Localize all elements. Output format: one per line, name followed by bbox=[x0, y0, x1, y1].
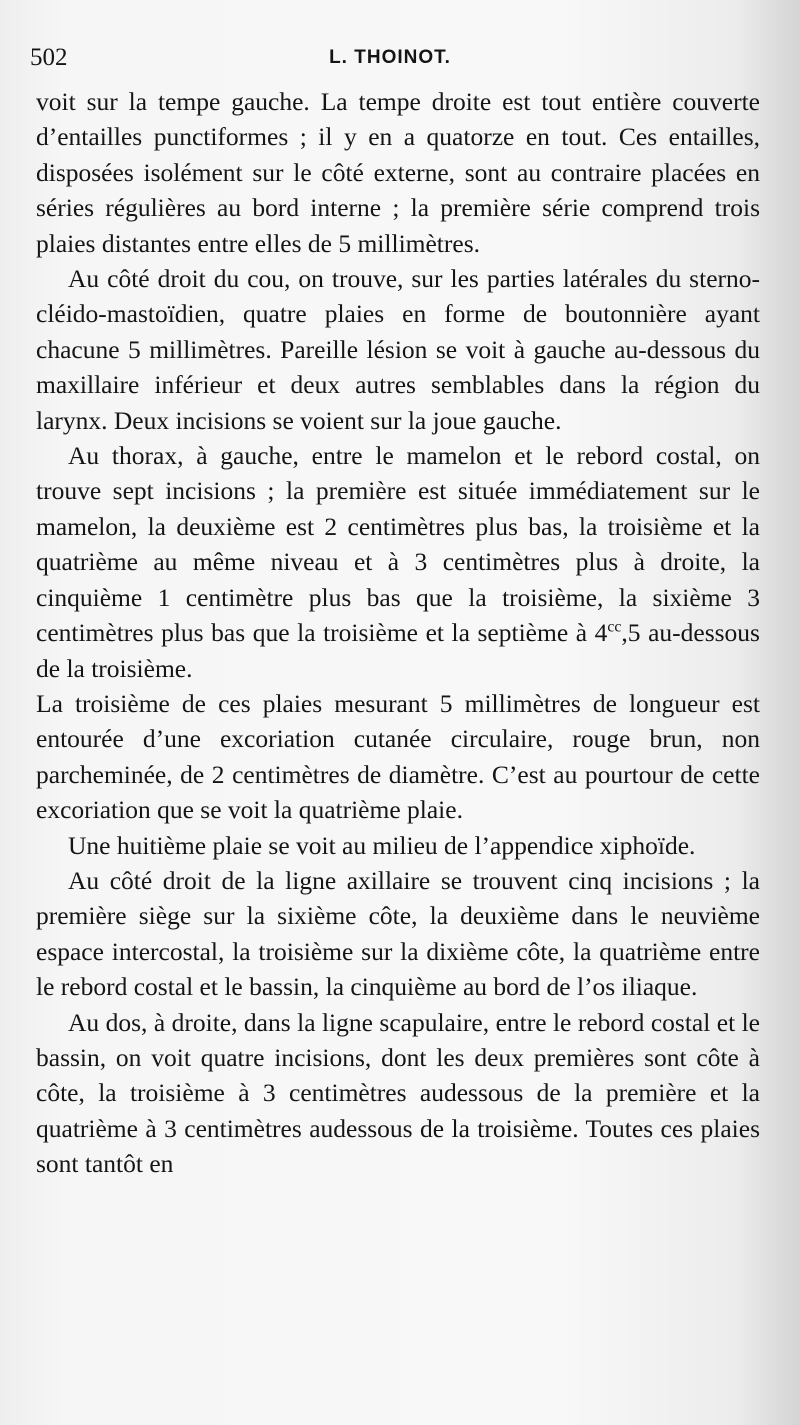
paragraph-text: Au thorax, à gauche, entre le mamelon et le rebord costal, on trouve sept incisions ; la première est située immédiatement sur le mamelon, la deuxième est 2 centimètres plus bas, la troisième et la quatrième au même niveau et à 3 centimètres plus à droite, la cinquième 1 centimètre plus bas que la troisième, la sixième 3 centimètres plus bas que la troisième et la septième à 4 bbox=[36, 441, 760, 648]
page-number: 502 bbox=[30, 44, 68, 71]
paragraph-text-end: ,5 au-dessous de la troisième. bbox=[36, 618, 760, 683]
paragraph: La troisième de ces plaies mesurant 5 millimètres de longueur est entourée d’une excoriation cutanée circulaire, rouge brun, non parcheminée, de 2 centimètres de diamètre. C’est au pourtour de cette excoriation que se voit la quatrième plaie. bbox=[36, 688, 760, 825]
paragraph: Une huitième plaie se voit au milieu de l’appendice xiphoïde. bbox=[68, 830, 696, 860]
paragraph: Au dos, à droite, dans la ligne scapulaire, entre le rebord costal et le bassin, on voit quatre incisions, dont les deux premières sont côte à côte, la troisième à 3 centimètres audessous de la première et la quatrième à 3 centimètres audessous de la troisième. Toutes ces plaies sont tantôt en bbox=[36, 1007, 760, 1179]
paragraph bbox=[36, 438, 760, 686]
paragraph: voit sur la tempe gauche. La tempe droite est tout entière couverte d’entailles punctiformes ; il y en a quatorze en tout. Ces entailles, disposées isolément sur le côté externe, sont au contraire placées en séries régulières au bord interne ; la première série comprend trois plaies distantes entre elles de 5 millimètres. bbox=[36, 87, 760, 258]
running-head: L. THOINOT. bbox=[329, 47, 451, 68]
page-header bbox=[30, 40, 750, 80]
superscript-unit: cc bbox=[607, 618, 622, 636]
body-text bbox=[36, 84, 760, 1182]
paragraph: Au côté droit de la ligne axillaire se trouvent cinq incisions ; la première siège sur la sixième côte, la deuxième dans le neuvième espace intercostal, la troisième sur la dixième côte, la quatrième entre le rebord costal et le bassin, la cinquième au bord de l’os iliaque. bbox=[36, 865, 760, 1002]
paragraph: Au côté droit du cou, on trouve, sur les parties latérales du sterno-cléido-mastoïdien, quatre plaies en forme de boutonnière ayant chacune 5 millimètres. Pareille lésion se voit à gauche au-dessous du maxillaire inférieur et deux autres semblables dans la région du larynx. Deux incisions se voient sur la joue gauche. bbox=[36, 264, 760, 435]
